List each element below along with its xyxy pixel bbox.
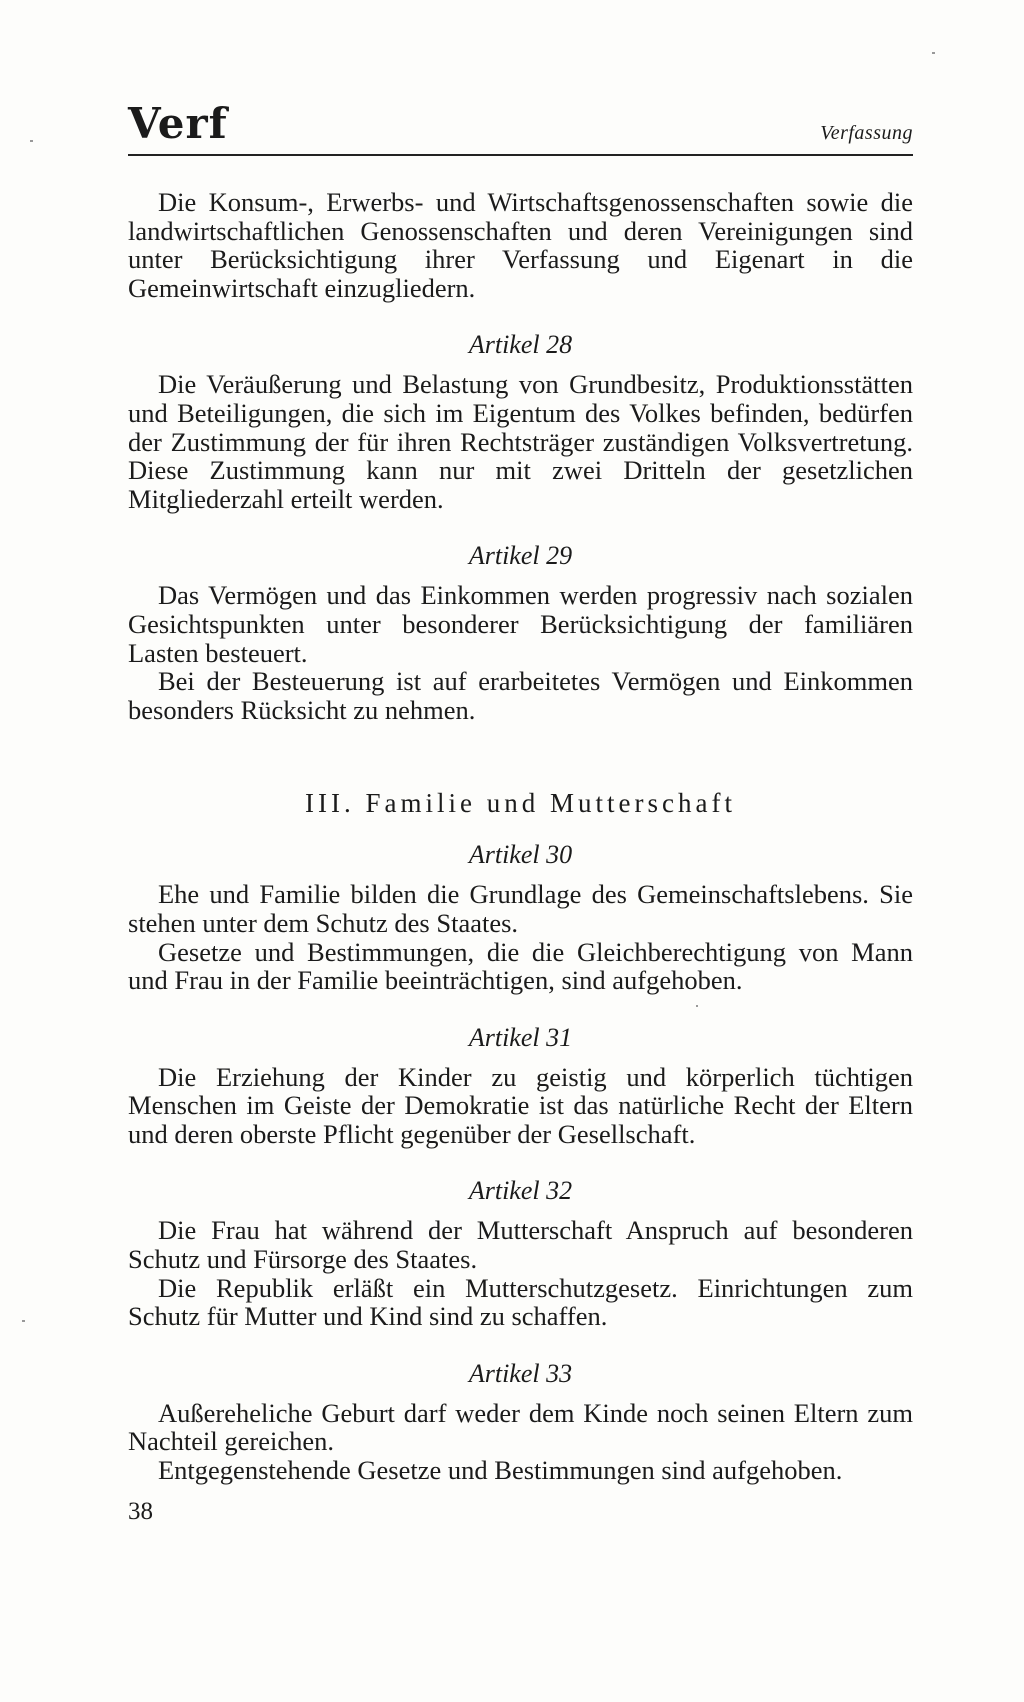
article-30-paragraph-2: Gesetze und Bestimmungen, die die Gleichberechtigung von Mann und Frau in der Familie beeinträchtigen, sind aufgehoben. [128, 936, 913, 996]
article-29-paragraph-2: Bei der Besteuerung ist auf erarbeitetes Vermögen und Einkommen besonders Rücksicht zu nehmen. [128, 666, 913, 725]
intro-paragraph: Die Konsum-, Erwerbs- und Wirtschaftsgenossenschaften sowie die landwirtschaftlichen Genossenschaften und deren Vereinigungen sind unter Berücksichtigung ihrer Verfassung und Eigenart in die Gemeinwirtschaft einzugliedern. [128, 187, 913, 303]
article-31-heading: Artikel 31 [468, 1022, 573, 1052]
article-28-paragraph: Die Veräußerung und Belastung von Grundbesitz, Produktionsstätten und Beteiligungen, die sich im Eigentum des Volkes befinden, bedürfen der Zustimmung der für ihren Rechtsträger zuständigen Volksvertretung. Diese Zustimmung kann nur mit zwei Dritteln der gesetzlichen Mitgliederzahl erteilt werden. [128, 369, 913, 514]
article-33-paragraph-1: Außereheliche Geburt darf weder dem Kinde noch seinen Eltern zum Nachteil gereichen. [128, 1397, 913, 1457]
page-header [128, 99, 913, 156]
scan-speck [22, 1320, 25, 1322]
section-heading: III. Familie und Mutterschaft [305, 788, 736, 819]
article-29-paragraph-1: Das Vermögen und das Einkommen werden progressiv nach sozialen Gesichtspunkten unter besonderer Berücksichtigung der familiären Lasten besteuert. [128, 580, 913, 668]
article-33-heading: Artikel 33 [468, 1358, 573, 1388]
article-32-paragraph-2: Die Republik erläßt ein Mutterschutzgesetz. Einrichtungen zum Schutz für Mutter und Kind sind zu schaffen. [128, 1272, 913, 1332]
header-title: Verf [128, 99, 228, 148]
page-number: 38 [128, 1498, 153, 1525]
scan-speck [696, 1005, 698, 1007]
article-31-paragraph: Die Erziehung der Kinder zu geistig und körperlich tüchtigen Menschen im Geiste der Demokratie ist das natürliche Recht der Eltern und deren oberste Pflicht gegenüber der Gesellschaft. [128, 1061, 913, 1149]
article-30-paragraph-1: Ehe und Familie bilden die Grundlage des Gemeinschaftslebens. Sie stehen unter dem Schutz des Staates. [128, 879, 913, 938]
article-32-heading: Artikel 32 [468, 1176, 573, 1206]
running-head: Verfassung [820, 122, 913, 144]
scan-speck [932, 52, 935, 54]
document-body [128, 188, 913, 1485]
scan-speck [30, 140, 33, 142]
article-33-paragraph-2: Entgegenstehende Gesetze und Bestimmungen sind aufgehoben. [158, 1455, 843, 1486]
article-32-paragraph-1: Die Frau hat während der Mutterschaft Anspruch auf besonderen Schutz und Fürsorge des Staates. [128, 1215, 913, 1275]
article-29-heading: Artikel 29 [468, 541, 573, 571]
article-30-heading: Artikel 30 [468, 840, 573, 870]
article-28-heading: Artikel 28 [468, 330, 573, 360]
page-content [128, 96, 913, 1656]
